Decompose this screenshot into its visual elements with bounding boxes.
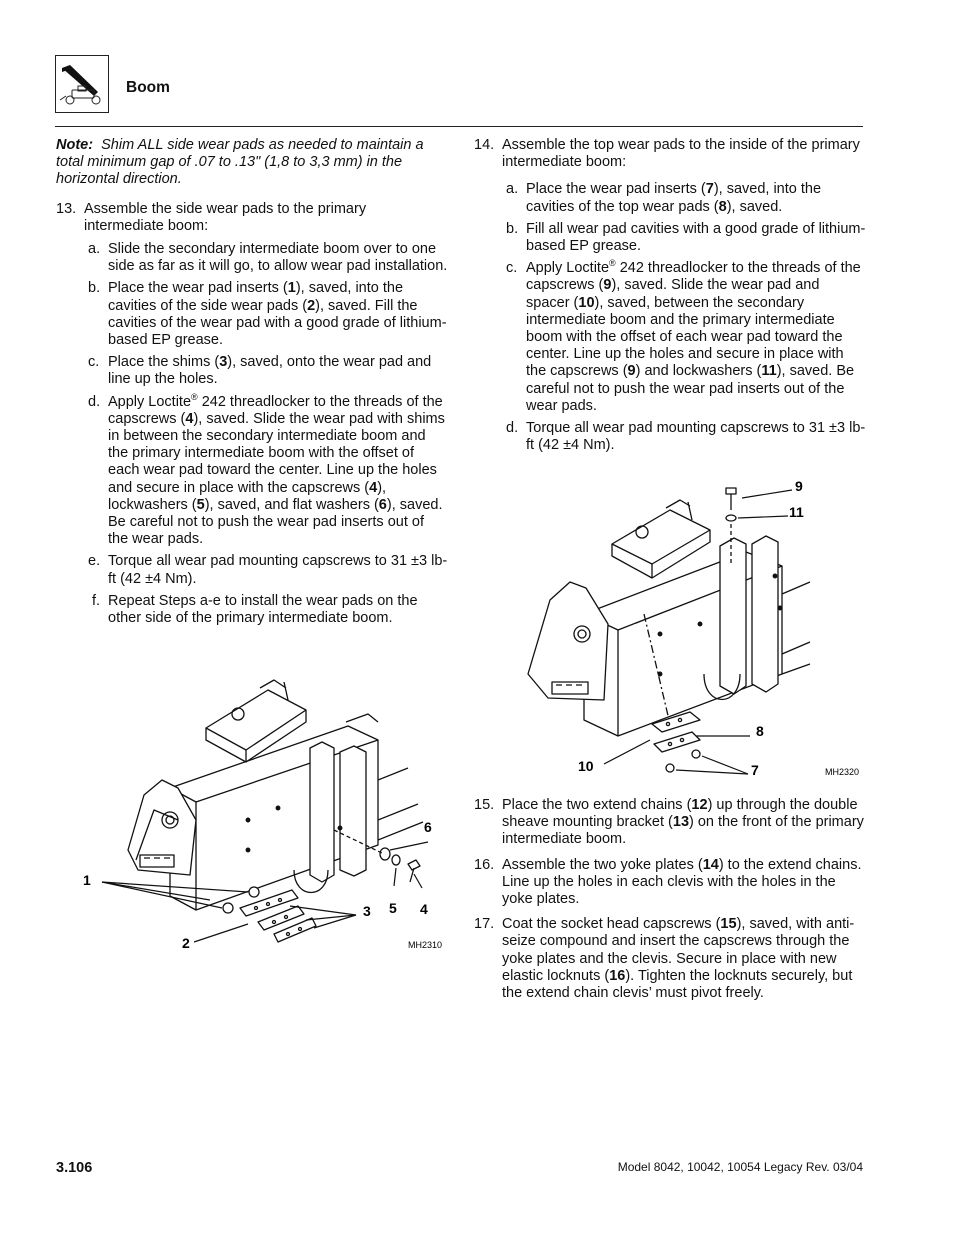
figure-side-wear-pads xyxy=(78,670,450,960)
part-ref: 6 xyxy=(378,496,387,513)
part-ref: 1 xyxy=(287,280,296,297)
callout-2: 2 xyxy=(182,935,190,951)
note-label: Note: xyxy=(56,137,94,153)
text-run: Apply Loctite xyxy=(526,260,610,277)
step-13e-letter: e. xyxy=(88,553,101,570)
callout-8: 8 xyxy=(756,723,764,739)
part-ref: 8 xyxy=(718,198,727,215)
text-run: Place the wear pad inserts ( xyxy=(108,280,288,297)
step-14d-text: Torque all wear pad mounting capscrews to 31 ±3 lb-ft (42 ±4 Nm). xyxy=(526,420,866,454)
text-run: ) and lockwashers ( xyxy=(635,363,762,380)
registered-mark: ® xyxy=(609,258,616,269)
note-text: Shim ALL side wear pads as needed to maintain a total minimum gap of .07 to .13" (1,8 to 3,3 mm) in the horizontal direction. xyxy=(56,137,424,188)
text-run: ), saved, into the cavities of the side wear pads ( xyxy=(108,280,404,314)
step-13b xyxy=(84,280,448,349)
part-ref: 14 xyxy=(702,856,719,873)
right-column xyxy=(474,137,866,459)
callout-1: 1 xyxy=(83,872,91,888)
part-ref: 5 xyxy=(196,496,205,513)
text-run: 242 threadlocker to the threads of the capscrews ( xyxy=(526,260,861,294)
header-rule xyxy=(55,126,863,127)
text-run: ) on the front of the primary intermediate boom. xyxy=(502,814,864,848)
step-14-number: 14. xyxy=(474,137,495,153)
text-run: ), saved, between the secondary intermediate boom and the primary intermediate boom with the offset of each wear pad toward the center. Line up the holes and secure in place with the capscrews ( xyxy=(526,294,844,380)
text-run: ), saved, and flat washers ( xyxy=(204,496,379,513)
text-run: ), saved. xyxy=(726,198,783,215)
callout-5: 5 xyxy=(389,900,397,916)
part-ref: 7 xyxy=(705,181,714,198)
part-ref: 12 xyxy=(691,797,708,813)
step-13f-text: Repeat Steps a-e to install the wear pads on the other side of the primary intermediate boom. xyxy=(108,592,418,627)
text-run: ), saved. Be careful not to push the wear pad inserts out of the wear pads. xyxy=(108,496,443,548)
callout-11: 11 xyxy=(789,504,804,520)
step-13e xyxy=(84,553,448,587)
part-ref: 11 xyxy=(761,363,777,380)
text-run: ), saved, onto the wear pad and line up the holes. xyxy=(108,354,432,388)
step-15 xyxy=(474,797,866,849)
step-13c-letter: c. xyxy=(88,354,100,371)
callout-7: 7 xyxy=(751,762,759,778)
left-column xyxy=(56,137,448,632)
text-run: ), saved, into the cavities of the top wear pads ( xyxy=(526,181,822,215)
text-run: ), saved. Fill the cavities of the wear pad with a good grade of lithium-based EP grease. xyxy=(108,297,447,349)
part-ref: 9 xyxy=(603,277,612,294)
step-13f-letter: f. xyxy=(92,592,101,609)
step-13-text: Assemble the side wear pads to the primary intermediate boom: xyxy=(84,200,367,234)
page-number: 3.106 xyxy=(56,1160,93,1176)
step-14-text: Assemble the top wear pads to the inside of the primary intermediate boom: xyxy=(502,137,860,171)
step-13b-letter: b. xyxy=(88,280,101,297)
text-run: ), saved, with anti-seize compound and insert the capscrews through the yoke plates and the clevis. Secure in place with new elastic locknuts ( xyxy=(502,916,855,984)
step-16-number: 16. xyxy=(474,856,495,873)
step-13e-text: Torque all wear pad mounting capscrews to 31 ±3 lb-ft (42 ±4 Nm). xyxy=(108,553,448,587)
text-run: Place the shims ( xyxy=(108,354,220,371)
step-14 xyxy=(474,137,866,171)
text-run: Apply Loctite xyxy=(108,393,192,410)
step-13d xyxy=(84,391,448,549)
part-ref: 3 xyxy=(219,354,228,371)
figure-code-right: MH2320 xyxy=(825,767,860,777)
part-ref: 15 xyxy=(720,916,737,933)
right-column-lower xyxy=(474,797,866,1008)
step-14b-text: Fill all wear pad cavities with a good grade of lithium-based EP grease. xyxy=(526,220,866,255)
step-14b xyxy=(502,221,866,255)
text-run: Place the two extend chains ( xyxy=(502,797,692,813)
section-title: Boom xyxy=(126,79,170,96)
step-14c-letter: c. xyxy=(506,260,518,277)
part-ref: 2 xyxy=(307,297,316,314)
step-17-number: 17. xyxy=(474,916,495,933)
step-14a-letter: a. xyxy=(506,181,519,198)
callout-9: 9 xyxy=(795,478,803,494)
callout-6: 6 xyxy=(424,819,432,835)
side-wear-pad-illustration xyxy=(78,670,450,960)
step-13-number: 13. xyxy=(56,200,77,217)
step-14d-letter: d. xyxy=(506,420,519,437)
step-17 xyxy=(474,916,866,1002)
step-13d-letter: d. xyxy=(88,393,101,410)
step-13a xyxy=(84,241,448,275)
text-run: ). Tighten the locknuts securely, but the extend chain clevis’ must pivot freely. xyxy=(502,967,853,1002)
step-15-number: 15. xyxy=(474,797,495,813)
text-run: Place the wear pad inserts ( xyxy=(526,181,706,198)
note xyxy=(56,137,448,189)
step-14b-letter: b. xyxy=(506,220,519,237)
part-ref: 9 xyxy=(627,363,636,380)
figure-code-left: MH2310 xyxy=(408,940,443,950)
figure-top-wear-pads xyxy=(520,474,865,784)
step-14a xyxy=(502,181,866,215)
part-ref: 13 xyxy=(672,814,690,831)
callout-3: 3 xyxy=(363,903,371,919)
step-14c xyxy=(502,260,866,415)
step-13 xyxy=(56,201,448,235)
text-run: Assemble the two yoke plates ( xyxy=(502,856,703,873)
step-13a-letter: a. xyxy=(88,241,101,258)
text-run: ), saved. Slide the wear pad with shims in between the secondary intermediate boom and the primary intermediate boom with the offset of each wear pad toward the center. Line up the holes and secure in place with the capscrews ( xyxy=(108,410,445,496)
text-run: 242 threadlocker to the threads of the capscrews ( xyxy=(108,393,443,427)
step-13f xyxy=(84,593,448,627)
top-wear-pad-illustration xyxy=(520,474,865,784)
step-13c xyxy=(84,354,448,388)
callout-4: 4 xyxy=(420,901,428,917)
part-ref: 4 xyxy=(185,410,194,427)
step-13a-text: Slide the secondary intermediate boom over to one side as far as it will go, to allow wear pad installation. xyxy=(108,241,448,275)
part-ref: 10 xyxy=(578,294,595,311)
text-run: ) to the extend chains. Line up the holes in each clevis with the holes in the yoke plates. xyxy=(502,856,862,908)
text-run: ), lockwashers ( xyxy=(108,479,387,513)
step-16 xyxy=(474,857,866,909)
registered-mark: ® xyxy=(191,391,198,402)
text-run: Coat the socket head capscrews ( xyxy=(502,916,721,933)
part-ref: 16 xyxy=(609,967,626,984)
text-run: ) up through the double sheave mounting bracket ( xyxy=(502,797,858,831)
section-logo-box xyxy=(55,55,109,113)
telehandler-boom-icon xyxy=(56,56,108,112)
text-run: ), saved. Slide the wear pad and spacer ( xyxy=(526,277,820,311)
callout-10: 10 xyxy=(578,758,594,774)
step-14d xyxy=(502,420,866,454)
footer-model-revision: Model 8042, 10042, 10054 Legacy Rev. 03/04 xyxy=(617,1160,863,1174)
part-ref: 4 xyxy=(369,479,378,496)
text-run: ), saved. Be careful not to push the wear pad inserts out of the wear pads. xyxy=(526,363,855,414)
